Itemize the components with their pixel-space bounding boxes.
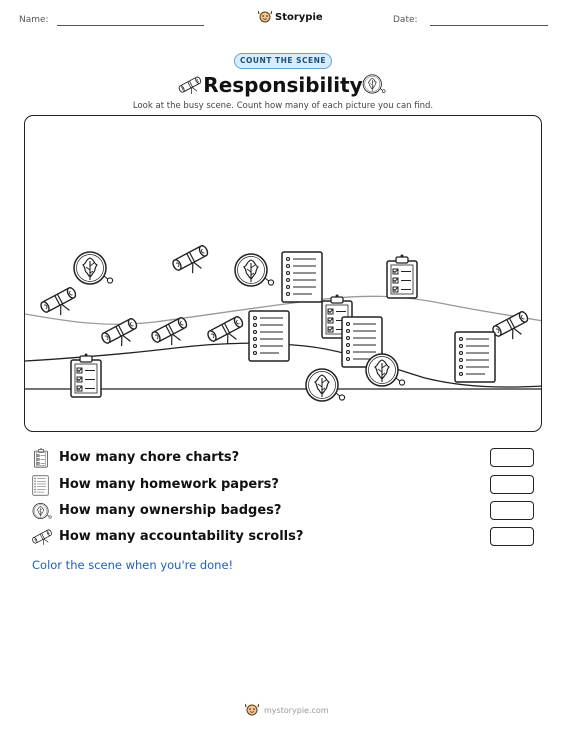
scene-illustration [25, 116, 542, 432]
answer-box-homework-papers[interactable] [490, 475, 534, 494]
scene-badge[interactable] [74, 252, 113, 284]
scene-badge[interactable] [235, 254, 274, 286]
chore-chart-icon [32, 448, 50, 468]
scene-chore-chart[interactable] [387, 255, 417, 299]
count-scene [24, 115, 542, 432]
homework-paper-icon [32, 475, 49, 496]
date-line[interactable] [430, 25, 548, 26]
answer-box-accountability-scrolls[interactable] [490, 527, 534, 546]
question-text: How many ownership badges? [59, 503, 282, 518]
scene-scroll[interactable] [39, 286, 81, 321]
scene-scroll[interactable] [171, 244, 213, 279]
storypie-mascot-icon [258, 10, 272, 24]
scene-homework[interactable] [282, 252, 322, 302]
question-homework-papers [32, 475, 534, 497]
scene-badge[interactable] [306, 369, 345, 401]
brand-logo [258, 10, 323, 24]
ownership-badge-icon [32, 501, 52, 521]
scene-chore-chart[interactable] [71, 354, 101, 398]
question-text: How many chore charts? [59, 450, 240, 465]
question-ownership-badges [32, 501, 534, 523]
answer-box-ownership-badges[interactable] [490, 501, 534, 520]
storypie-mascot-icon [245, 703, 259, 717]
instructions: Look at the busy scene. Count how many of each picture you can find. [132, 101, 434, 111]
date-label: Date: [393, 15, 418, 25]
name-label: Name: [19, 15, 49, 25]
footer-site[interactable]: mystorypie.com [264, 705, 329, 715]
worksheet-tag: COUNT THE SCENE [234, 53, 332, 69]
question-accountability-scrolls [32, 527, 534, 549]
ownership-badge-icon [362, 72, 386, 96]
brand-name: Storypie [275, 11, 323, 23]
scene-homework[interactable] [455, 332, 495, 382]
name-line[interactable] [57, 25, 204, 26]
scroll-icon [32, 527, 54, 545]
coloring-note: Color the scene when you're done! [32, 558, 234, 572]
scene-scroll[interactable] [100, 317, 142, 352]
answer-box-chore-charts[interactable] [490, 448, 534, 467]
question-chore-charts [32, 448, 534, 470]
question-text: How many accountability scrolls? [59, 529, 304, 544]
footer [245, 703, 329, 717]
page-title: Responsibility [203, 73, 363, 97]
scene-homework[interactable] [249, 311, 289, 361]
question-text: How many homework papers? [59, 477, 279, 492]
